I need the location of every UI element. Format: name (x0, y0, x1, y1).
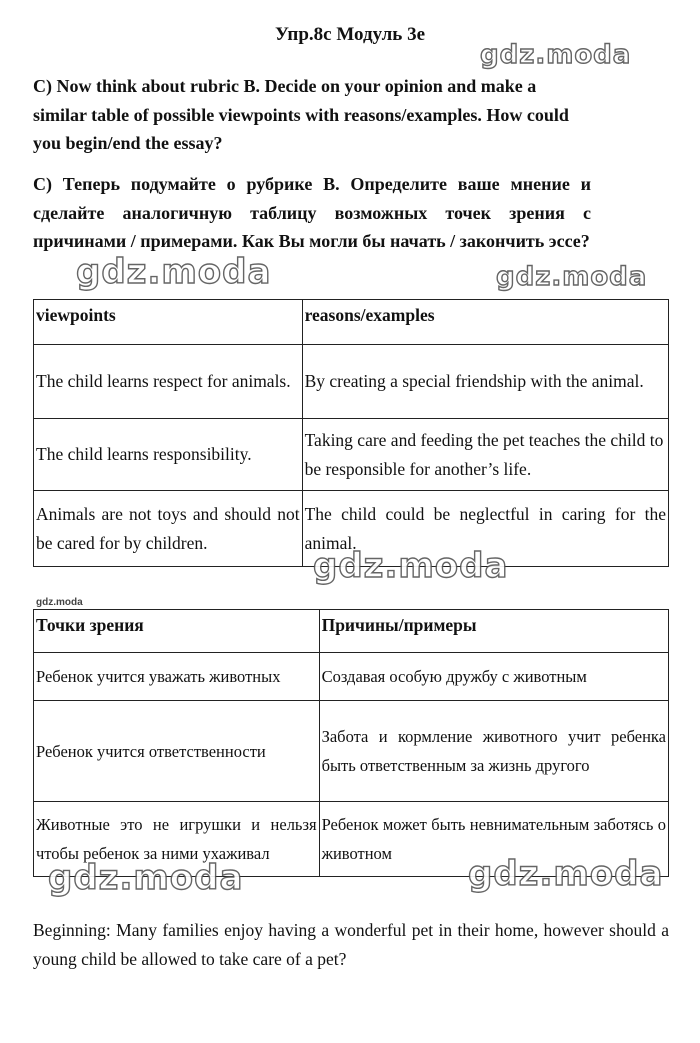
reason-cell: Создавая особую дружбу с животным (319, 653, 668, 701)
viewpoints-table-english (33, 299, 669, 567)
table-row (34, 491, 669, 567)
watermark: gdz.moda (468, 854, 664, 894)
reason-cell: Забота и кормление животного учит ребенка быть ответственным за жизнь другого (319, 701, 668, 802)
small-watermark: gdz.moda (36, 597, 83, 608)
table-header-row (34, 300, 669, 345)
header-reasons-ru: Причины/примеры (319, 610, 668, 653)
viewpoint-cell: Животные это не игрушки и нельзя чтобы ребенок за ними ухаживал (34, 802, 320, 877)
reason-cell: Taking care and feeding the pet teaches the child to be responsible for another’s life. (302, 419, 668, 491)
table-header-row (34, 610, 669, 653)
viewpoint-cell: The child learns responsibility. (34, 419, 303, 491)
table-row (34, 419, 669, 491)
page-title: Упр.8c Модуль 3e (275, 24, 425, 45)
header-reasons-examples: reasons/examples (302, 300, 668, 345)
header-viewpoints-ru: Точки зрения (34, 610, 320, 653)
viewpoint-cell: The child learns respect for animals. (34, 345, 303, 419)
watermark: gdz.moda (313, 546, 509, 586)
viewpoints-table-russian (33, 609, 669, 877)
header-viewpoints: viewpoints (34, 300, 303, 345)
table-row (34, 345, 669, 419)
watermark: gdz.moda (76, 252, 272, 292)
instruction-russian: C) Теперь подумайте о рубрике B. Определите ваше мнение и сделайте аналогичную таблицу возможных точек зрения с причинами / примерами. Как Вы могли бы начать / закончить эссе? (33, 174, 591, 251)
viewpoint-cell: Ребенок учится уважать животных (34, 653, 320, 701)
watermark: gdz.moda (496, 262, 648, 292)
instruction-english: C) Now think about rubric B. Decide on your opinion and make a similar table of possible viewpoints with reasons/examples. How could you begin/end the essay? (33, 76, 569, 153)
table-row (34, 802, 669, 877)
watermark: gdz.moda (480, 40, 632, 70)
reason-cell: Ребенок может быть невнимательным заботясь о животном (319, 802, 668, 877)
watermark: gdz.moda (48, 858, 244, 898)
table-row (34, 653, 669, 701)
reason-cell: By creating a special friendship with the animal. (302, 345, 668, 419)
table-row (34, 701, 669, 802)
reason-cell: The child could be neglectful in caring for the animal. (302, 491, 668, 567)
viewpoint-cell: Ребенок учится ответственности (34, 701, 320, 802)
essay-beginning: Beginning: Many families enjoy having a wonderful pet in their home, however should a young child be allowed to take care of a pet? (33, 920, 669, 969)
viewpoint-cell: Animals are not toys and should not be cared for by children. (34, 491, 303, 567)
